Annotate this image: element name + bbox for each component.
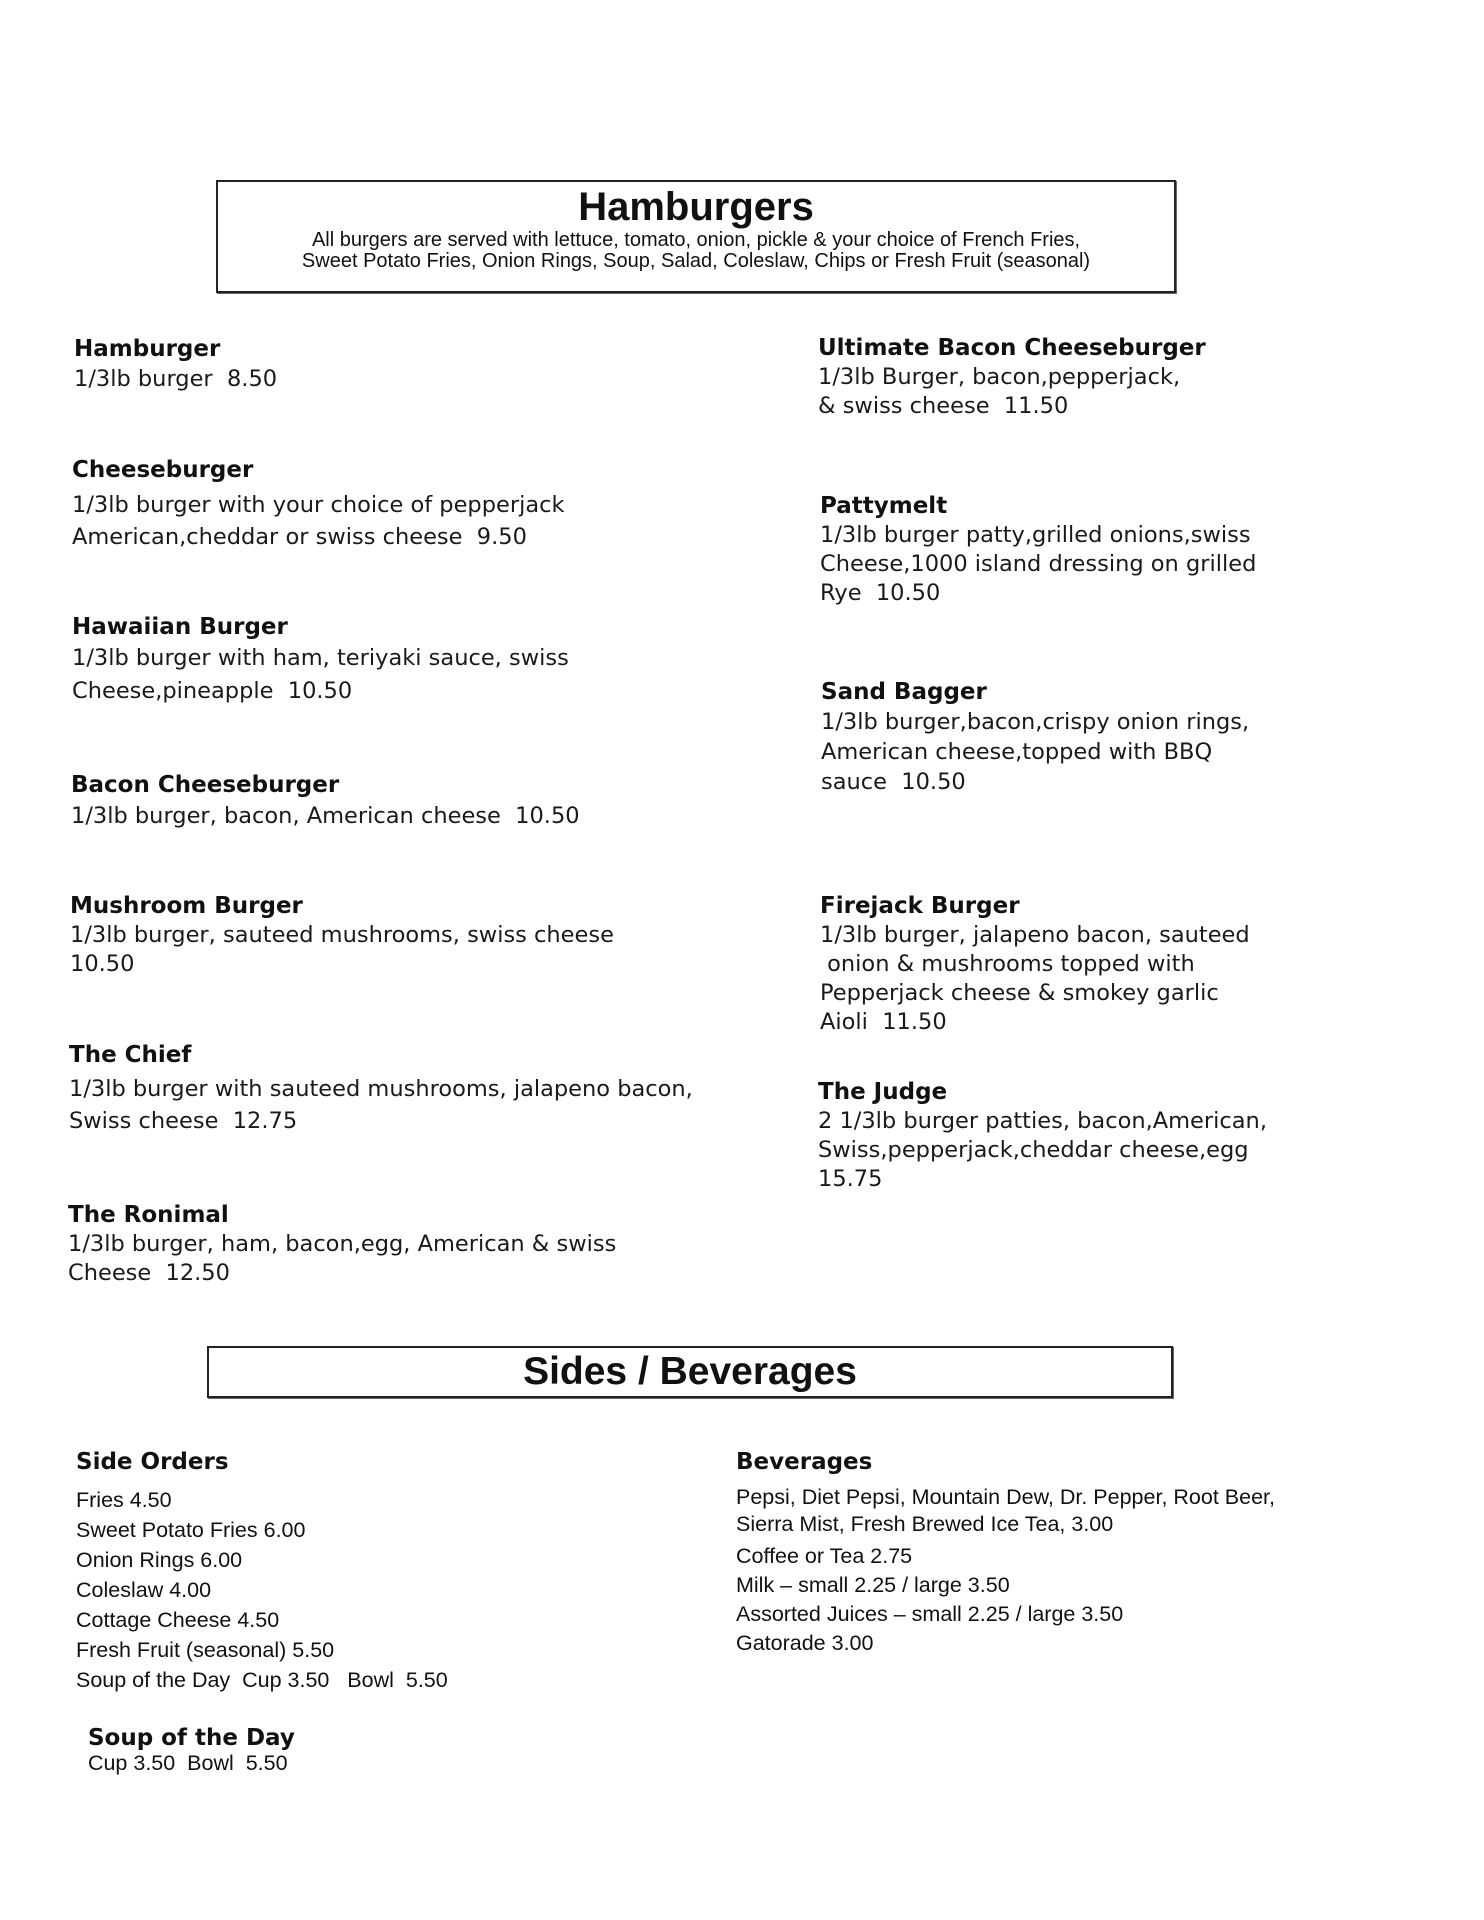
beverages-heading: Beverages [736, 1449, 873, 1475]
beverages-list [736, 1484, 1275, 1658]
soup-of-the-day-label: Soup of the Day [87, 1725, 295, 1751]
item-name: The Chief [69, 1042, 192, 1068]
menu-item [818, 1077, 1267, 1194]
sides-title: Sides / Beverages [523, 1350, 857, 1393]
list-item: Fresh Fruit (seasonal) 5.50 [76, 1638, 335, 1662]
item-name: Mushroom Burger [70, 893, 303, 919]
list-item: Gatorade 3.00 [736, 1631, 874, 1655]
list-item: Coleslaw 4.00 [76, 1578, 212, 1602]
item-desc: 1/3lb burger, bacon, American cheese 10.50 [71, 803, 580, 829]
item-desc: 1/3lb burger with your choice of pepperjack American,cheddar or swiss cheese 9.50 [72, 492, 565, 550]
list-item: Soup of the Day Cup 3.50 Bowl 5.50 [76, 1668, 448, 1692]
list-item: Cottage Cheese 4.50 [76, 1608, 280, 1632]
list-item: Onion Rings 6.00 [76, 1548, 243, 1572]
item-desc: 1/3lb burger, sauteed mushrooms, swiss cheese 10.50 [70, 922, 614, 977]
item-name: Firejack Burger [820, 893, 1020, 919]
hamburgers-title: Hamburgers [578, 185, 814, 229]
item-name: Sand Bagger [821, 679, 987, 705]
list-item: Milk – small 2.25 / large 3.50 [736, 1573, 1010, 1597]
item-desc: 1/3lb burger, jalapeno bacon, sauteed onion & mushrooms topped with Pepperjack cheese & smokey garlic Aioli 11.50 [820, 922, 1250, 1035]
item-desc: 2 1/3lb burger patties, bacon,American, Swiss,pepperjack,cheddar cheese,egg 15.75 [818, 1108, 1267, 1192]
side-orders-heading: Side Orders [76, 1449, 229, 1475]
menu-item [69, 1040, 693, 1137]
hamburgers-header-box [216, 180, 1176, 293]
hamburgers-subtitle-line1: All burgers are served with lettuce, tomato, onion, pickle & your choice of French Fries, [311, 229, 1081, 251]
item-desc: 1/3lb burger,bacon,crispy onion rings, American cheese,topped with BBQ sauce 10.50 [821, 709, 1250, 795]
menu-item [820, 891, 1250, 1037]
list-item: Sweet Potato Fries 6.00 [76, 1518, 306, 1542]
item-name: Bacon Cheeseburger [71, 772, 340, 798]
list-item: Fries 4.50 [76, 1488, 172, 1512]
soup-of-the-day-line [76, 1700, 295, 1776]
menu-item [71, 770, 580, 832]
item-name: Pattymelt [820, 493, 948, 519]
item-desc: 1/3lb burger, ham, bacon,egg, American & swiss Cheese 12.50 [68, 1231, 617, 1286]
menu-item [72, 455, 565, 553]
item-name: Hamburger [74, 336, 221, 362]
list-item: Coffee or Tea 2.75 [736, 1544, 913, 1568]
item-desc: 1/3lb burger 8.50 [74, 366, 278, 392]
menu-item [821, 677, 1249, 797]
menu-item [818, 333, 1206, 421]
item-name: Cheeseburger [72, 457, 254, 483]
menu-item [820, 491, 1256, 608]
menu-item [70, 891, 614, 979]
item-desc: 1/3lb Burger, bacon,pepperjack, & swiss cheese 11.50 [818, 364, 1181, 419]
menu-item [74, 334, 277, 394]
list-item: Assorted Juices – small 2.25 / large 3.50 [736, 1602, 1124, 1626]
item-desc: 1/3lb burger with sauteed mushrooms, jalapeno bacon, Swiss cheese 12.75 [69, 1076, 693, 1134]
item-name: Ultimate Bacon Cheeseburger [818, 335, 1206, 361]
menu-item [72, 612, 569, 708]
item-name: The Judge [818, 1079, 948, 1105]
soup-of-the-day-prices: Cup 3.50 Bowl 5.50 [87, 1751, 288, 1775]
item-name: Hawaiian Burger [72, 614, 288, 640]
menu-item [68, 1200, 616, 1288]
hamburgers-subtitle-line2: Sweet Potato Fries, Onion Rings, Soup, Salad, Coleslaw, Chips or Fresh Fruit (seasonal) [301, 250, 1091, 272]
side-orders-list [76, 1485, 448, 1695]
sides-header-box [207, 1346, 1173, 1398]
item-desc: 1/3lb burger patty,grilled onions,swiss Cheese,1000 island dressing on grilled Rye 10.50 [820, 522, 1257, 606]
item-name: The Ronimal [68, 1202, 229, 1228]
list-item: Pepsi, Diet Pepsi, Mountain Dew, Dr. Pepper, Root Beer, Sierra Mist, Fresh Brewed Ice Tea, 3.00 [736, 1485, 1275, 1536]
item-desc: 1/3lb burger with ham, teriyaki sauce, swiss Cheese,pineapple 10.50 [72, 645, 569, 704]
